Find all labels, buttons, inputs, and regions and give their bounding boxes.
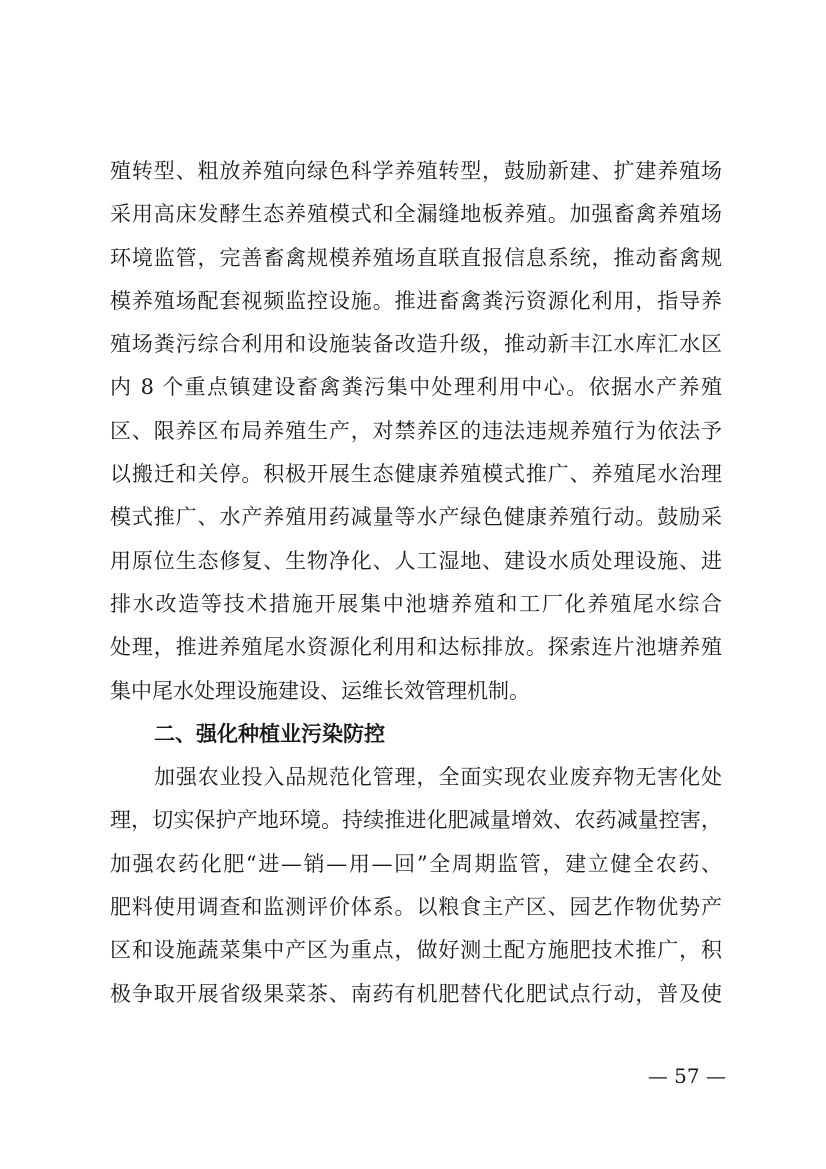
text-line: 区和设施蔬菜集中产区为重点，做好测土配方施肥技术推广，积 [110,938,722,963]
text-line: 模养殖场配套视频监控设施。推进畜禽粪污资源化利用，指导养 [110,288,722,313]
document-body [110,150,722,1016]
text-line: 以搬迁和关停。积极开展生态健康养殖模式推广、养殖尾水治理 [110,462,722,487]
text-line: 加强农药化肥“进—销—用—回”全周期监管，建立健全农药、 [110,851,722,876]
text-line: 用原位生态修复、生物净化、人工湿地、建设水质处理设施、进 [110,548,722,573]
text-line: 处理，推进养殖尾水资源化利用和达标排放。探索连片池塘养殖 [110,635,722,660]
text-line: 采用高床发酵生态养殖模式和全漏缝地板养殖。加强畜禽养殖场 [110,202,722,227]
text-line: 殖场粪污综合利用和设施装备改造升级，推动新丰江水库汇水区 [110,332,722,357]
text-line: 模式推广、水产养殖用药减量等水产绿色健康养殖行动。鼓励采 [110,505,722,530]
section-heading: 二、强化种植业污染防控 [154,721,385,746]
text-line: 环境监管，完善畜禽规模养殖场直联直报信息系统，推动畜禽规 [110,245,722,270]
text-line: 理，切实保护产地环境。持续推进化肥减量增效、农药减量控害， [110,808,722,833]
text-line: 集中尾水处理设施建设、运维长效管理机制。 [110,678,530,703]
text-line: 内 8 个重点镇建设畜禽粪污集中处理利用中心。依据水产养殖 [110,375,722,400]
text-line: 殖转型、粗放养殖向绿色科学养殖转型，鼓励新建、扩建养殖场 [110,159,722,183]
text-line: 区、限养区布局养殖生产，对禁养区的违法违规养殖行为依法予 [110,418,722,443]
text-line: 肥料使用调查和监测评价体系。以粮食主产区、园艺作物优势产 [110,895,722,920]
page-number: — 57 — [647,1064,726,1088]
text-line: 加强农业投入品规范化管理，全面实现农业废弃物无害化处 [154,765,722,790]
paragraph-planting [110,756,722,1016]
paragraph-livestock [110,150,722,713]
text-line: 极争取开展省级果菜茶、南药有机肥替代化肥试点行动，普及使 [110,981,722,1006]
text-line: 排水改造等技术措施开展集中池塘养殖和工厂化养殖尾水综合 [110,591,722,616]
